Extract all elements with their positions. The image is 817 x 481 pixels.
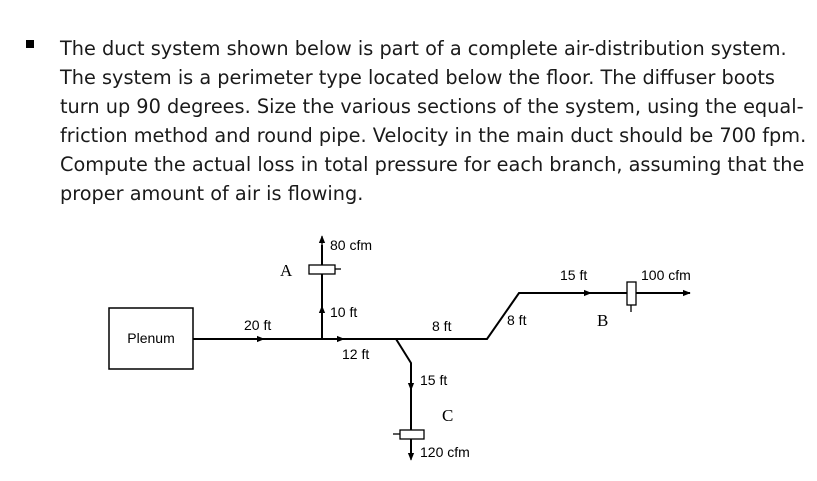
length-main-label: 20 ft — [244, 317, 272, 333]
plenum-label: Plenum — [127, 330, 175, 346]
cfm-a-label: 80 cfm — [330, 237, 373, 253]
damper-c — [400, 430, 424, 439]
branch-c-duct — [396, 339, 411, 458]
label-a: A — [280, 261, 293, 280]
damper-b — [627, 282, 636, 305]
length-8-low-label: 8 ft — [432, 318, 452, 334]
cfm-b-label: 100 cfm — [641, 267, 691, 283]
label-b: B — [597, 311, 609, 330]
length-mid-label: 12 ft — [342, 346, 370, 362]
cfm-c-label: 120 cfm — [420, 444, 470, 460]
length-15-c-label: 15 ft — [420, 372, 448, 388]
label-c: C — [442, 406, 454, 425]
length-8-diag-label: 8 ft — [507, 312, 527, 328]
problem-statement: The duct system shown below is part of a complete air-distribution system. The system is a perimeter type located below the floor. The diffuser boots turn up 90 degrees. Size the various sections of the system, using the equal-friction method and round pipe. Velocity in the main duct should be 700 fpm. Compute the actual loss in total pressure for each branch, assuming that the proper amount of air is flowing. — [60, 37, 807, 205]
damper-a — [309, 265, 335, 274]
length-15-b-label: 15 ft — [560, 267, 588, 283]
length-a-label: 10 ft — [330, 304, 358, 320]
